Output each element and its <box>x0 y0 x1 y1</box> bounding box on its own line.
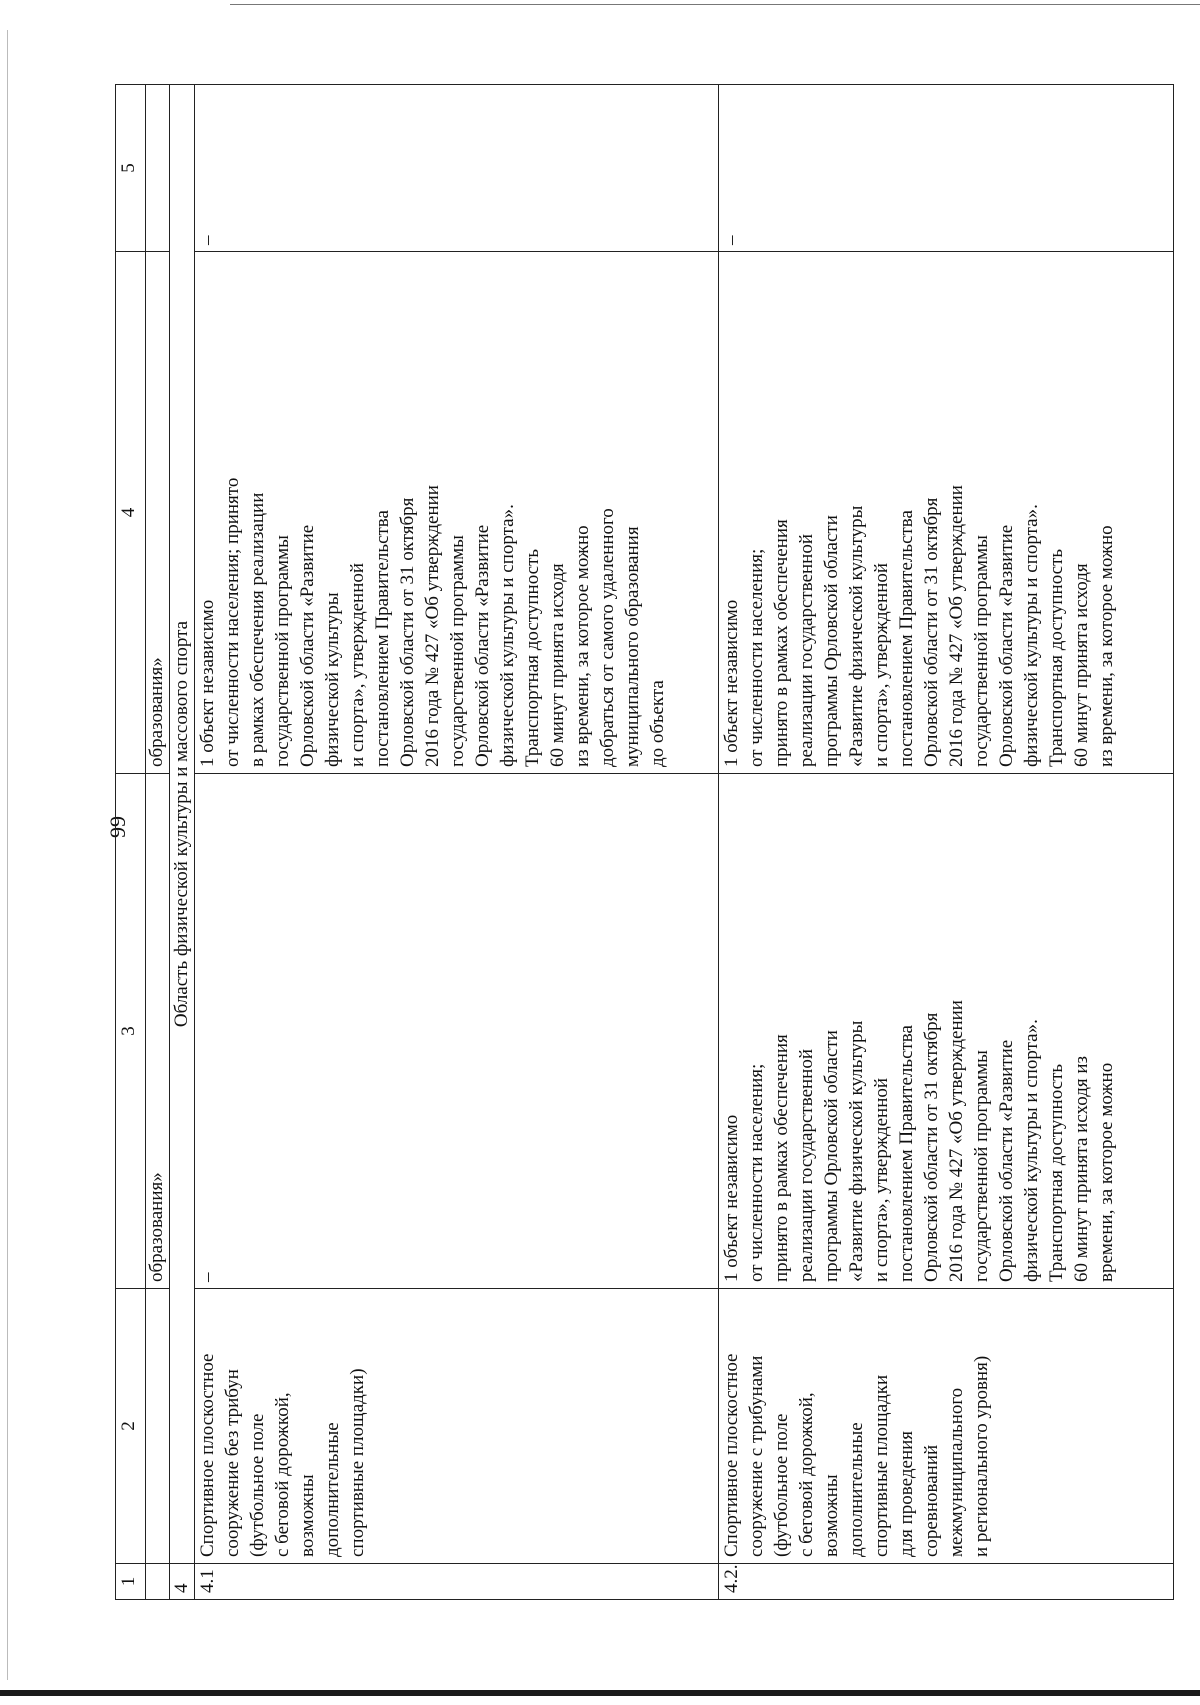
row-number: 4.2. <box>719 1564 1174 1600</box>
cell-value: – <box>195 85 719 252</box>
column-number: 5 <box>116 85 146 252</box>
cell-value: 1 объект независимо от численности населения; принято в рамках обеспечения реализации государственной программы Орловской области «Развитие физической культуры и спорта», утвержденной постановлением Правительства Орловской области от 31 октября 2016 года № 427 «Об утверждении государственной программы Орловской области «Развитие физической культуры и спорта». Транспортная доступность 60 минут принята исходя из времени, за которое можно <box>719 252 1174 774</box>
section-title: Область физической культуры и массового спорта <box>170 85 195 1564</box>
standards-table <box>115 84 1174 1600</box>
section-header-row <box>170 85 195 1600</box>
column-number-row <box>116 85 146 1600</box>
rotated-table-container <box>115 85 1168 1600</box>
continuation-row <box>146 85 170 1600</box>
page-number: 99 <box>105 816 130 838</box>
cell-value: – <box>195 774 719 1289</box>
column-number: 4 <box>116 252 146 774</box>
row-number: 4.1 <box>195 1564 719 1600</box>
table-row <box>719 85 1174 1600</box>
scan-artifact-bottom <box>0 1690 1200 1696</box>
section-number: 4 <box>170 1564 195 1600</box>
facility-name: Спортивное плоскостное сооружение без трибун (футбольное поле с беговой дорожкой, возможны дополнительные спортивные площадки) <box>195 1289 719 1564</box>
table-row <box>195 85 719 1600</box>
continuation-text: образования» <box>146 774 170 1289</box>
column-number: 3 <box>116 774 146 1289</box>
cell-value: 1 объект независимо от численности населения; принято в рамках обеспечения реализации государственной программы Орловской области «Развитие физической культуры и спорта», утвержденной постановлением Правительства Орловской области от 31 октября 2016 года № 427 «Об утверждении государственной программы Орловской области «Развитие физической культуры и спорта». Транспортная доступность 60 минут принята исходя из времени, за которое можно добраться от самого удаленного муниципального образования до объекта <box>195 252 719 774</box>
cell-value: 1 объект независимо от численности населения; принято в рамках обеспечения реализации государственной программы Орловской области «Развитие физической культуры и спорта», утвержденной постановлением Правительства Орловской области от 31 октября 2016 года № 427 «Об утверждении государственной программы Орловской области «Развитие физической культуры и спорта». Транспортная доступность 60 минут принята исходя из времени, за которое можно <box>719 774 1174 1289</box>
column-number: 1 <box>116 1564 146 1600</box>
column-number: 2 <box>116 1289 146 1564</box>
continuation-text: образования» <box>146 252 170 774</box>
scan-artifact-line <box>230 4 1200 5</box>
scan-artifact-edge <box>7 30 8 1680</box>
facility-name: Спортивное плоскостное сооружение с трибунами (футбольное поле с беговой дорожкой, возможны дополнительные спортивные площадки для проведения соревнований межмуниципального и регионального уровня) <box>719 1289 1174 1564</box>
cell-value: – <box>719 85 1174 252</box>
